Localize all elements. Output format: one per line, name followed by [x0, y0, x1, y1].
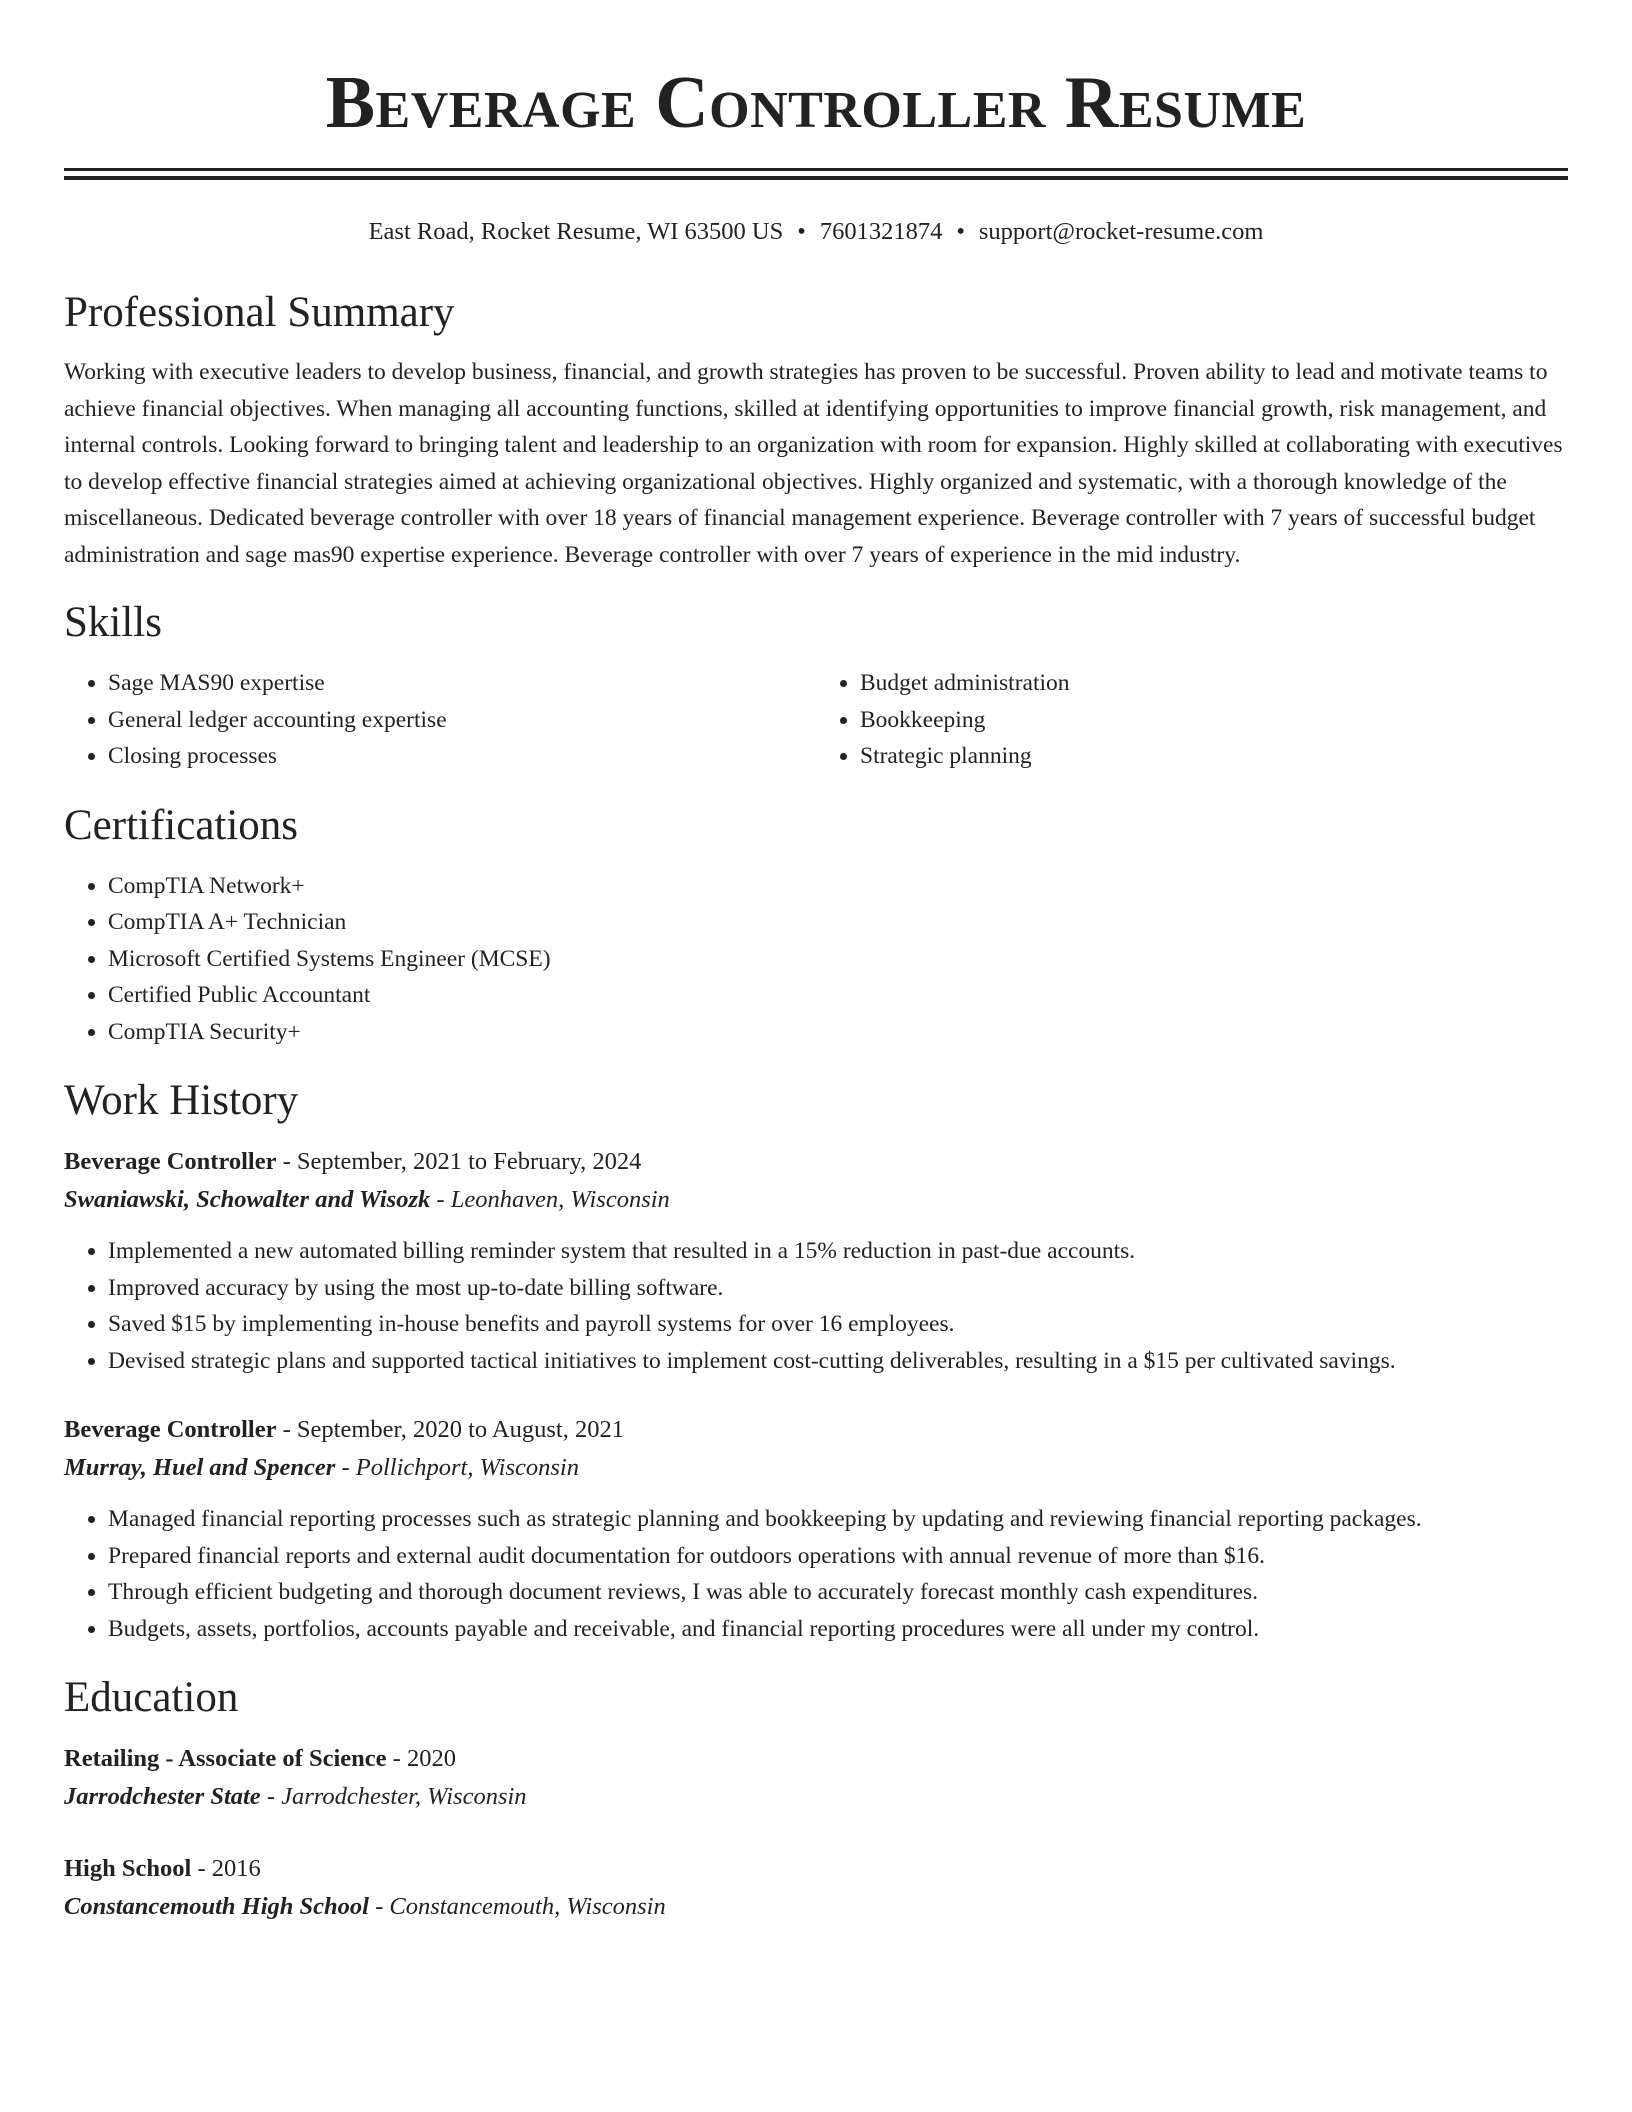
- job-bullet: • Budgets, assets, portfolios, accounts payable and receivable, and financial reporting procedures were all under my control.: [108, 1611, 1568, 1648]
- skills-column-right: [816, 665, 1568, 775]
- job-title-line: Beverage Controller - September, 2021 to February, 2024: [64, 1148, 642, 1175]
- certifications-list: [64, 868, 1568, 1051]
- certification-item: • Certified Public Accountant: [108, 977, 1568, 1014]
- skills-column-left: [64, 665, 816, 775]
- job-bullet: • Saved $15 by implementing in-house benefits and payroll systems for over 16 employees.: [108, 1306, 1568, 1343]
- skill-item: • Bookkeeping: [860, 702, 1568, 739]
- title-divider-top: [64, 168, 1568, 171]
- work-history-heading: Work History: [64, 1077, 299, 1124]
- job-entry: [64, 1143, 1568, 1379]
- job-bullet: • Implemented a new automated billing reminder system that resulted in a 15% reduction in past-due accounts.: [108, 1233, 1568, 1270]
- skills-grid: [64, 665, 1568, 775]
- contact-address: East Road, Rocket Resume, WI 63500 US: [368, 218, 784, 245]
- education-degree-line: High School - 2016: [64, 1855, 261, 1882]
- skills-list-right: [816, 665, 1568, 775]
- certification-item: • CompTIA Network+: [108, 868, 1568, 905]
- job-bullet: • Prepared financial reports and external audit documentation for outdoors operations with annual revenue of more than $16.: [108, 1538, 1568, 1575]
- job-bullet: • Improved accuracy by using the most up-to-date billing software.: [108, 1270, 1568, 1307]
- skills-heading: Skills: [64, 599, 162, 646]
- education-school: Jarrodchester State: [64, 1783, 261, 1810]
- skills-list-left: [64, 665, 816, 775]
- education-degree-line: Retailing - Associate of Science - 2020: [64, 1745, 456, 1772]
- job-employer: Murray, Huel and Spencer: [64, 1454, 336, 1481]
- job-role: Beverage Controller: [64, 1416, 277, 1443]
- job-employer-line: Swaniawski, Schowalter and Wisozk - Leonhaven, Wisconsin: [64, 1186, 670, 1213]
- education-location: Constancemouth, Wisconsin: [389, 1893, 666, 1920]
- education-degree: High School: [64, 1855, 192, 1882]
- job-location: Pollichport, Wisconsin: [355, 1454, 579, 1481]
- certifications-heading: Certifications: [64, 801, 299, 849]
- job-employer-line: Murray, Huel and Spencer - Pollichport, Wisconsin: [64, 1454, 579, 1481]
- certification-item: • CompTIA A+ Technician: [108, 904, 1568, 941]
- resume-title: Beverage Controller Resume: [325, 62, 1307, 144]
- education-entry: [64, 1850, 1568, 1926]
- education-entry: [64, 1740, 1568, 1816]
- summary-text: Working with executive leaders to develop business, financial, and growth strategies has proven to be successful. Proven ability to lead and motivate teams to achieve financial objectives. When managing all accounting functions, skilled at identifying opportunities to improve financial growth, risk management, and internal controls. Looking forward to bringing talent and leadership to an organization with room for expansion. Highly skilled at collaborating with executives to develop effective financial strategies aimed at achieving organizational objectives. Highly organized and systematic, with a thorough knowledge of the miscellaneous. Dedicated beverage controller with over 18 years of financial management experience. Beverage controller with 7 years of successful budget administration and sage mas90 expertise experience. Beverage controller with over 7 years of experience in the mid industry.: [64, 359, 1563, 568]
- skill-item: • General ledger accounting expertise: [108, 702, 816, 739]
- education-degree: Retailing - Associate of Science: [64, 1745, 387, 1772]
- contact-phone: 7601321874: [819, 218, 943, 245]
- job-dates: September, 2021 to February, 2024: [296, 1148, 642, 1175]
- contact-separator: •: [956, 218, 965, 245]
- skill-item: • Strategic planning: [860, 738, 1568, 775]
- skill-item: • Budget administration: [860, 665, 1568, 702]
- contact-line: [64, 216, 1568, 248]
- contact-separator: •: [797, 218, 806, 245]
- job-employer: Swaniawski, Schowalter and Wisozk: [64, 1186, 431, 1213]
- job-location: Leonhaven, Wisconsin: [450, 1186, 670, 1213]
- education-heading: Education: [64, 1674, 239, 1721]
- certification-item: • CompTIA Security+: [108, 1014, 1568, 1051]
- contact-email: support@rocket-resume.com: [978, 218, 1264, 245]
- education-year: 2020: [406, 1745, 456, 1772]
- job-bullet: • Through efficient budgeting and thorough document reviews, I was able to accurately forecast monthly cash expenditures.: [108, 1574, 1568, 1611]
- education-school-line: Constancemouth High School - Constancemouth, Wisconsin: [64, 1893, 666, 1920]
- education-year: 2016: [211, 1855, 261, 1882]
- job-bullet: • Devised strategic plans and supported tactical initiatives to implement cost-cutting deliverables, resulting in a $15 per cultivated savings.: [108, 1343, 1568, 1380]
- skill-item: • Closing processes: [108, 738, 816, 775]
- title-divider-bottom: [64, 176, 1568, 180]
- certification-item: • Microsoft Certified Systems Engineer (MCSE): [108, 941, 1568, 978]
- education-school-line: Jarrodchester State - Jarrodchester, Wisconsin: [64, 1783, 527, 1810]
- job-title-line: Beverage Controller - September, 2020 to August, 2021: [64, 1416, 624, 1443]
- job-role: Beverage Controller: [64, 1148, 277, 1175]
- job-bullets: [64, 1501, 1568, 1647]
- job-dates: September, 2020 to August, 2021: [296, 1416, 624, 1443]
- education-location: Jarrodchester, Wisconsin: [281, 1783, 527, 1810]
- job-entry: [64, 1411, 1568, 1647]
- job-bullets: [64, 1233, 1568, 1379]
- job-bullet: • Managed financial reporting processes such as strategic planning and bookkeeping by updating and reviewing financial reporting packages.: [108, 1501, 1568, 1538]
- summary-heading: Professional Summary: [64, 289, 455, 336]
- skill-item: • Sage MAS90 expertise: [108, 665, 816, 702]
- education-school: Constancemouth High School: [64, 1893, 369, 1920]
